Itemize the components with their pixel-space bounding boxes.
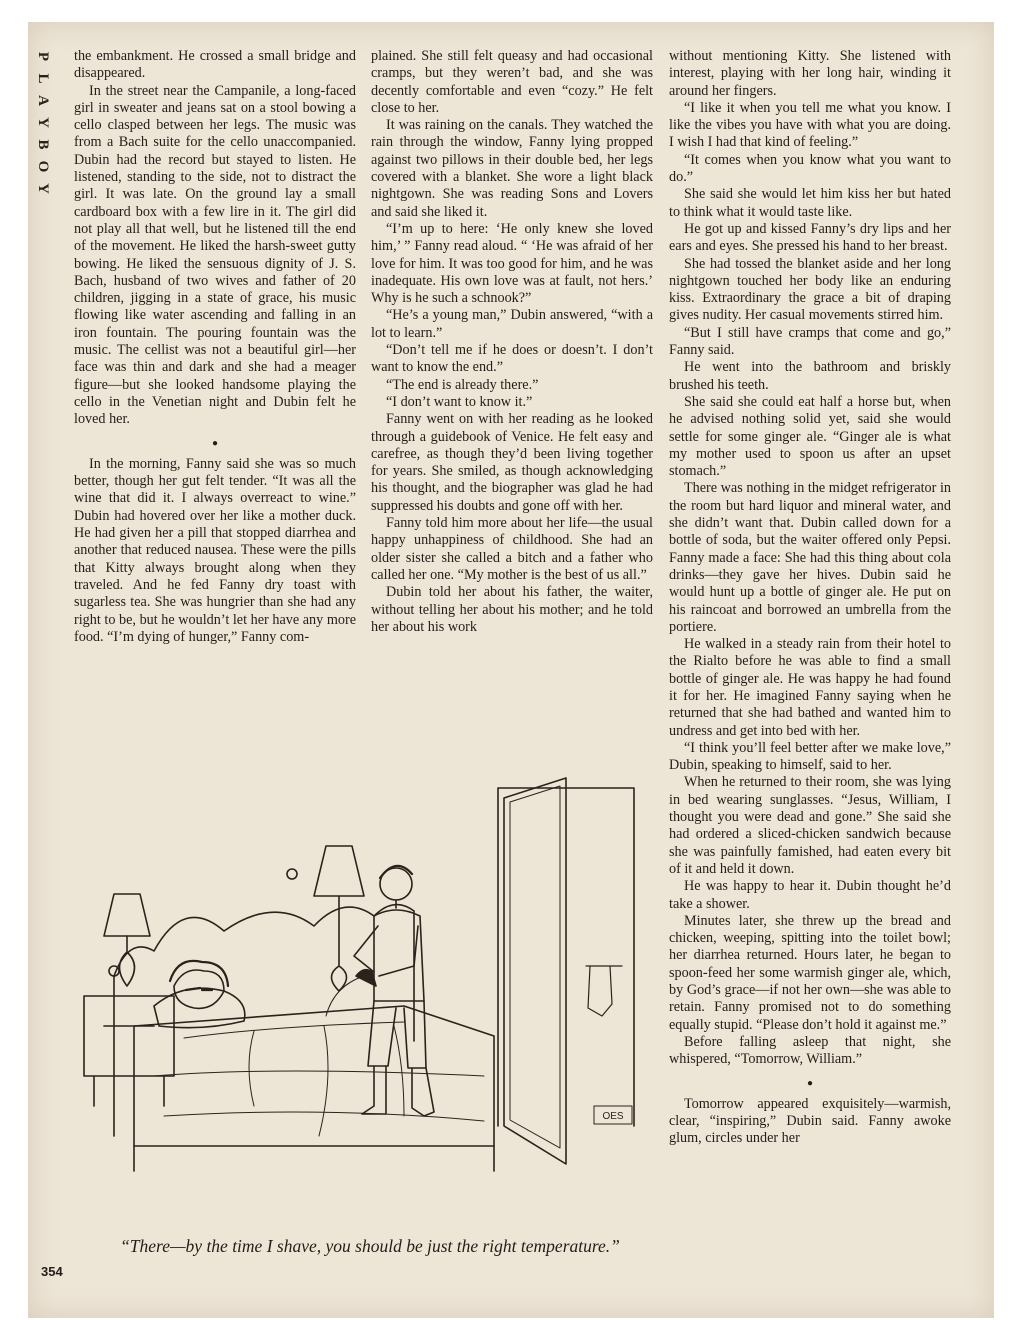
paragraph: She had tossed the blanket aside and her long nightgown touched her body like an enduring kiss. Extraordinary the grace a bit of draping gives nudity. Her casual movements stirred him. xyxy=(669,255,951,324)
running-head-text xyxy=(31,46,55,200)
paragraph: Tomorrow appeared exquisitely—warmish, clear, “inspiring,” Dubin said. Fanny awoke glum, circles under her xyxy=(669,1095,951,1147)
text-column-1 xyxy=(74,48,356,646)
paragraph: He walked in a steady rain from their hotel to the Rialto before he was able to find a small bottle of ginger ale. He was happy he had found it for her. He imagined Fanny saying when he returned that she had bathed and wanted him to undress and get into bed with her. xyxy=(669,636,951,739)
running-head xyxy=(31,46,55,200)
section-break-bullet xyxy=(669,1075,951,1092)
paragraph: plained. She still felt queasy and had occasional cramps, but they weren’t bad, and she was decently comfortable and even “cozy.” He felt close to her. xyxy=(371,48,653,116)
page-number: 354 xyxy=(41,1264,63,1279)
paragraph: the embankment. He crossed a small bridge and disappeared. xyxy=(74,48,356,82)
paragraph: Fanny told him more about her life—the usual happy unhappiness of childhood. She had an older sister she called a bitch and a father who called her one. “My mother is the best of us all.” xyxy=(371,515,653,583)
paragraph: In the morning, Fanny said she was so much better, though her gut felt tender. “It was all the wine that did it. I always overreact to wine.” Dubin had hovered over her like a mother duck. He had given her a pill that stopped diarrhea and another that reduced nausea. These were the pills that Kitty always brought along when they traveled. And he fed Fanny dry toast with sugarless tea. She was hungrier than she had any right to be, but he wouldn’t let her have any more food. “I’m dying of hunger,” Fanny com- xyxy=(74,455,356,645)
cartoon-caption: “There—by the time I shave, you should be just the right temperature.” xyxy=(120,1236,620,1256)
paragraph: “The end is already there.” xyxy=(386,376,539,393)
paragraph: Dubin told her about his father, the waiter, without telling her about his mother; and he told her about his work xyxy=(371,584,653,635)
running-head-letter: Y xyxy=(35,183,51,195)
paragraph: “I’m up to here: ‘He only knew she loved him,’ ” Fanny read aloud. “ ‘He was afraid of her love for him. It was too good for him, and he was inadequate. His own love was at fault, not hers.’ Why is he such a schnook?” xyxy=(371,220,653,307)
paragraph: “I think you’ll feel better after we make love,” Dubin, speaking to himself, said to her. xyxy=(669,739,951,774)
paragraph: She said she would let him kiss her but hated to think what it would taste like. xyxy=(669,186,951,220)
running-head-letter: A xyxy=(35,95,51,107)
paragraph: Minutes later, she threw up the bread and chicken, weeping, spitting into the toilet bowl; her diarrhea returned. Hours later, he began to spoon-feed her some warmish ginger ale, which, by God’s grace—if not her own—she was able to retain. Fanny promised not to do something equally stupid. “Please don’t hold it against me.” xyxy=(669,912,951,1033)
paragraph: “It comes when you know what you want to do.” xyxy=(669,151,951,186)
paragraph: In the street near the Campanile, a long-faced girl in sweater and jeans sat on a stool bowing a cello clasped between her legs. The music was from a Bach suite for the cello unaccompanied. Dubin had the record but stayed to listen. He listened, standing to the side, not to distract the girl. It was late. On the ground lay a small cardboard box with a few lire in it. The girl did not play all that well, but he listened till the end of the movement. He liked the harsh-sweet gutty bowing. He liked the sensuous dignity of J. S. Bach, husband of two wives and father of 20 children, jigging in a state of grace, his music flowing like water ascending and falling in an iron fountain. The pouring fountain was the music. The cellist was not a beautiful girl—her face was thin and dark and she had a meager figure—but she looked handsome playing the cello in the Venetian night and Dubin felt he loved her. xyxy=(74,82,356,428)
paragraph: Fanny went on with her reading as he looked through a guidebook of Venice. He felt easy and carefree, as though they’d been living together for years. She smiled, as though acknowledging his thought, and the biographer was glad he had suppressed his doubts and gone off with her. xyxy=(371,411,653,514)
running-head-letter: L xyxy=(35,73,51,85)
paragraph: Before falling asleep that night, she whispered, “Tomorrow, William.” xyxy=(669,1033,951,1068)
running-head-letter: Y xyxy=(35,117,51,129)
paragraph: It was raining on the canals. They watched the rain through the window, Fanny lying propped against two pillows in their double bed, her legs covered with a blanket. She wore a light black nightgown. She was reading Sons and Lovers and said she liked it. xyxy=(371,117,653,220)
cartoon-illustration xyxy=(74,776,654,1176)
text-column-3 xyxy=(669,48,951,1148)
paragraph: “I like it when you tell me what you know. I like the vibes you have with what you are doing. I wish I had that kind of feeling.” xyxy=(669,99,951,151)
paragraph: She said she could eat half a horse but, when he advised nothing solid yet, said she would settle for some ginger ale. “Ginger ale is what my mother used to spoon us after an upset stomach.” xyxy=(669,393,951,480)
cartoon-signature: OES xyxy=(602,1111,624,1122)
paragraph: There was nothing in the midget refrigerator in the room but hard liquor and mineral water, and she didn’t want that. Dubin called down for a bottle of soda, but the waiter offered only Pepsi. Fanny made a face: She had this thing about cola drinks—they gave her hives. Dubin said he would hunt up a bottle of ginger ale. He put on his raincoat and borrowed an umbrella from the portiere. xyxy=(669,480,951,635)
paragraph: When he returned to their room, she was lying in bed wearing sunglasses. “Jesus, William, I thought you were dead and gone.” She said she had ordered a sliced-chicken sandwich because she was painfully famished, had eaten every bit of it and held it down. xyxy=(669,774,951,877)
paragraph: without mentioning Kitty. She listened with interest, playing with her long hair, winding it around her fingers. xyxy=(669,48,951,99)
paragraph: “Don’t tell me if he does or doesn’t. I don’t want to know the end.” xyxy=(371,342,653,376)
running-head-letter: O xyxy=(35,160,51,174)
section-break-bullet xyxy=(74,435,356,452)
running-head-letter: B xyxy=(35,139,51,151)
running-head-letter: P xyxy=(35,51,51,63)
paragraph: He got up and kissed Fanny’s dry lips and her ears and eyes. She pressed his hand to her breast. xyxy=(669,220,951,255)
paragraph: “He’s a young man,” Dubin answered, “with a lot to learn.” xyxy=(371,307,653,341)
text-column-2 xyxy=(371,48,653,636)
paragraph: He went into the bathroom and briskly brushed his teeth. xyxy=(669,359,951,393)
paragraph: “But I still have cramps that come and go,” Fanny said. xyxy=(669,324,951,359)
paragraph: He was happy to hear it. Dubin thought he’d take a shower. xyxy=(669,878,951,912)
paragraph: “I don’t want to know it.” xyxy=(386,393,533,410)
